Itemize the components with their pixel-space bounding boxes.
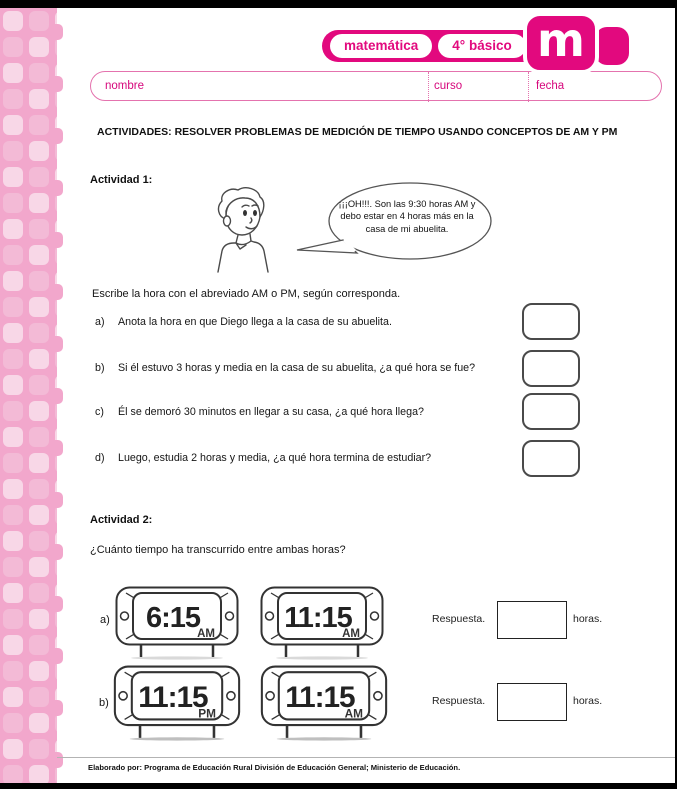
course-label: curso [434, 80, 463, 92]
footer-credit-prefix: Elaborado por: [88, 763, 143, 772]
question-a [95, 316, 392, 328]
grade-badge: 4° básico [438, 34, 525, 58]
clock-time: 11:15 [284, 602, 352, 634]
answer-box-d[interactable] [522, 440, 580, 477]
name-label: nombre [105, 80, 144, 92]
field-separator [428, 72, 429, 102]
date-label: fecha [536, 80, 565, 92]
name-field[interactable] [151, 72, 421, 102]
footer-credit [88, 763, 460, 772]
boy-illustration [210, 185, 274, 273]
activity2-heading: Actividad 2: [90, 514, 153, 526]
question-c-text: Él se demoró 30 minutos en llegar a su casa, ¿a qué hora llega? [118, 406, 424, 418]
question-b-text: Si él estuvo 3 horas y media en la casa de su abuelita, ¿a qué hora se fue? [118, 362, 476, 374]
question-c [95, 406, 424, 418]
brand-logo: m [523, 12, 599, 74]
answer-unit-b: horas. [573, 695, 603, 707]
answer-box-c[interactable] [522, 393, 580, 430]
speech-bubble-text: ¡¡¡OH!!!. Son las 9:30 horas AM y debo estar en 4 horas más en la casa de mi abuelita. [338, 199, 476, 234]
digital-clock-a1 [115, 586, 239, 665]
frame-bottom [0, 783, 677, 789]
question-d [95, 452, 431, 464]
question-d-label: d) [95, 452, 105, 464]
answer-box-a[interactable] [522, 303, 580, 340]
answer-label-a: Respuesta. [432, 613, 486, 625]
clock-meridiem: PM [198, 706, 217, 721]
answer-unit-a: horas. [573, 613, 603, 625]
question-b [95, 362, 475, 374]
answer-input-b[interactable] [497, 683, 567, 721]
digital-clock-b2 [260, 665, 388, 746]
question-a-text: Anota la hora en que Diego llega a la casa de su abuelita. [118, 316, 392, 328]
student-info-row [90, 71, 662, 101]
question-d-text: Luego, estudia 2 horas y media, ¿a qué hora termina de estudiar? [118, 452, 432, 464]
frame-top [0, 0, 677, 8]
question-c-label: c) [95, 406, 104, 418]
clock-meridiem: AM [342, 628, 360, 640]
clock-time: 11:15 [285, 681, 355, 715]
answer-box-b[interactable] [522, 350, 580, 387]
answer-label-b: Respuesta. [432, 695, 486, 707]
subject-badge: matemática [330, 34, 432, 58]
question-b-label: b) [95, 362, 105, 374]
field-separator [528, 72, 529, 102]
date-field[interactable] [576, 72, 661, 102]
row-b-label: b) [99, 697, 109, 709]
footer-divider [57, 757, 675, 758]
course-field[interactable] [471, 72, 526, 102]
digital-clock-a2 [260, 586, 384, 665]
page-title: ACTIVIDADES: RESOLVER PROBLEMAS DE MEDICIÓN DE TIEMPO USANDO CONCEPTOS DE AM Y PM [97, 126, 618, 138]
activity1-instruction: Escribe la hora con el abreviado AM o PM, según corresponda. [92, 288, 401, 300]
activity1-heading: Actividad 1: [90, 174, 153, 186]
pink-pattern-border [0, 8, 66, 783]
clock-meridiem: AM [344, 706, 364, 721]
row-a-label: a) [100, 614, 110, 626]
activity2-instruction: ¿Cuánto tiempo ha transcurrido entre ambas horas? [90, 544, 346, 556]
clock-time: 11:15 [138, 681, 208, 715]
clock-time: 6:15 [145, 602, 201, 634]
footer-credit-text: Programa de Educación Rural División de Educación General; Ministerio de Educación. [142, 763, 461, 772]
digital-clock-b1 [113, 665, 241, 746]
logo-bump [595, 27, 629, 65]
clock-meridiem: AM [197, 628, 215, 640]
answer-input-a[interactable] [497, 601, 567, 639]
question-a-label: a) [95, 316, 105, 328]
